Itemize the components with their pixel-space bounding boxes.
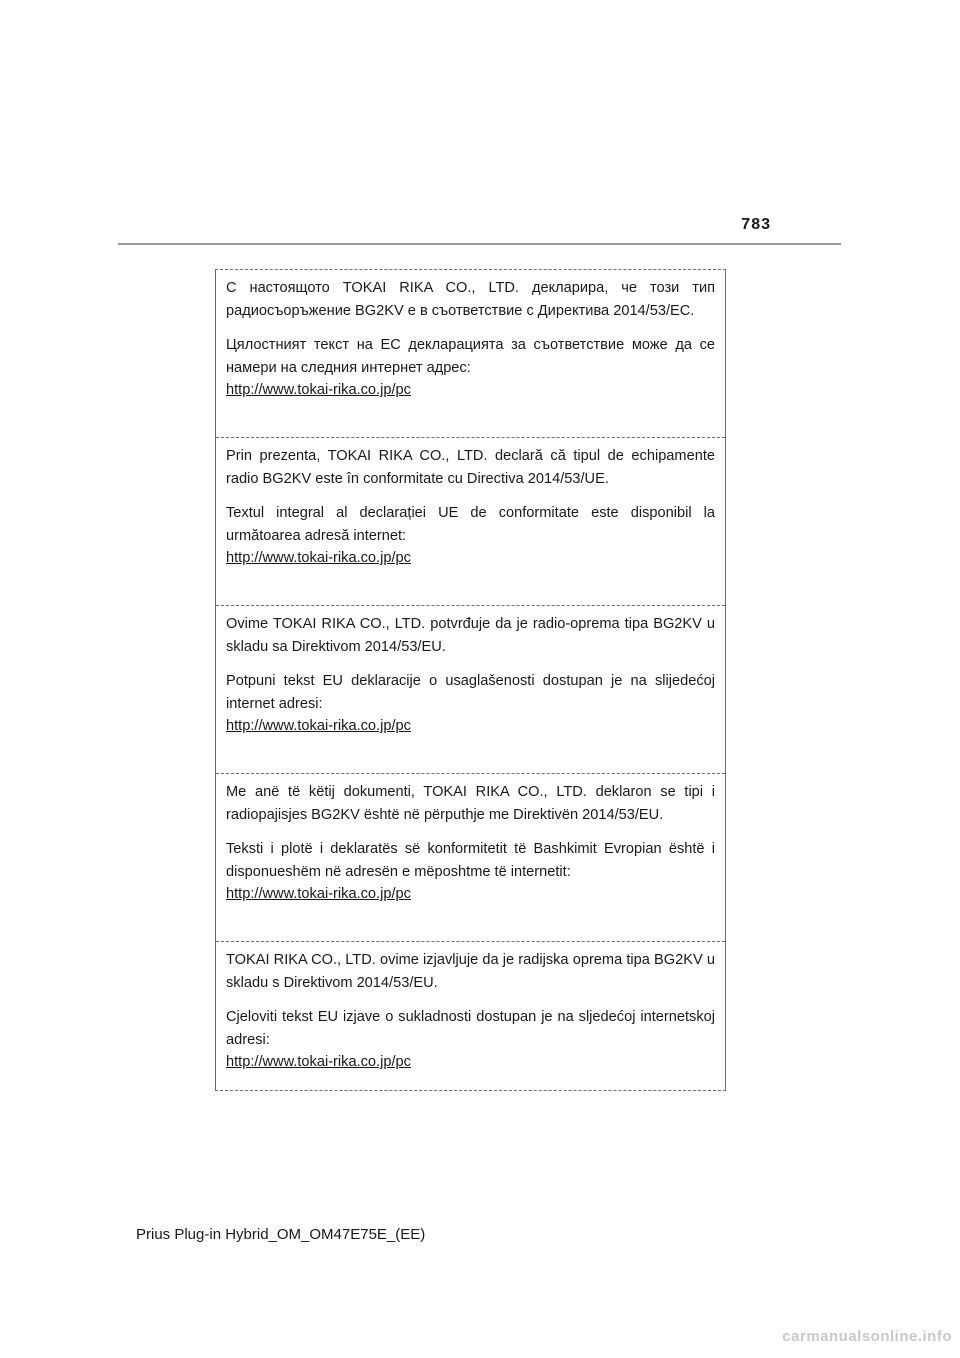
declaration-link[interactable]: http://www.tokai-rika.co.jp/pc xyxy=(226,886,411,902)
page-number: 783 xyxy=(741,216,771,233)
declaration-bulgarian xyxy=(216,270,725,438)
availability-text: Цялостният текст на ЕС декларацията за съответствие може да се намери на следния интернет адрес: xyxy=(226,337,715,376)
availability-text: Potpuni tekst EU deklaracije o usaglašenosti dostupan je na slijedećoj internet adresi: xyxy=(226,673,715,712)
declaration-link[interactable]: http://www.tokai-rika.co.jp/pc xyxy=(226,550,411,566)
declaration-statement: Prin prezenta, TOKAI RIKA CO., LTD. declară că tipul de echipamente radio BG2KV este în conformitate cu Directiva 2014/53/UE. xyxy=(226,448,715,487)
declaration-link[interactable]: http://www.tokai-rika.co.jp/pc xyxy=(226,382,411,398)
declaration-statement: TOKAI RIKA CO., LTD. ovime izjavljuje da je radijska oprema tipa BG2KV u skladu s Direktivom 2014/53/EU. xyxy=(226,952,715,991)
declaration-statement: Me anë të këtij dokumenti, TOKAI RIKA CO., LTD. deklaron se tipi i radiopajisjes BG2KV është në përputhje me Direktivën 2014/53/EU. xyxy=(226,784,715,823)
declaration-link[interactable]: http://www.tokai-rika.co.jp/pc xyxy=(226,718,411,734)
declaration-availability xyxy=(226,838,715,906)
declaration-availability xyxy=(226,334,715,402)
document-footer: Prius Plug-in Hybrid_OM_OM47E75E_(EE) xyxy=(136,1226,426,1243)
declaration-availability xyxy=(226,1006,715,1074)
availability-text: Teksti i plotë i deklaratës së konformitetit të Bashkimit Evropian është i disponueshëm në adresën e mëposhtme të internetit: xyxy=(226,841,715,880)
declaration-box xyxy=(215,269,726,1091)
declaration-statement: Ovime TOKAI RIKA CO., LTD. potvrđuje da je radio-oprema tipa BG2KV u skladu sa Direktivom 2014/53/EU. xyxy=(226,616,715,655)
declaration-croatian xyxy=(216,942,725,1090)
declaration-availability xyxy=(226,670,715,738)
declaration-albanian xyxy=(216,774,725,942)
declaration-availability xyxy=(226,502,715,570)
declaration-link[interactable]: http://www.tokai-rika.co.jp/pc xyxy=(226,1054,411,1070)
declaration-romanian xyxy=(216,438,725,606)
availability-text: Textul integral al declarației UE de conformitate este disponibil la următoarea adresă internet: xyxy=(226,505,715,544)
declaration-serbian xyxy=(216,606,725,774)
declaration-statement: С настоящото TOKAI RIKA CO., LTD. декларира, че този тип радиосъоръжение BG2KV е в съответствие с Директива 2014/53/ЕС. xyxy=(226,280,715,319)
watermark: carmanualsonline.info xyxy=(782,1328,952,1345)
header-rule xyxy=(118,243,841,245)
availability-text: Cjeloviti tekst EU izjave o sukladnosti dostupan je na sljedećoj internetskoj adresi: xyxy=(226,1009,715,1048)
